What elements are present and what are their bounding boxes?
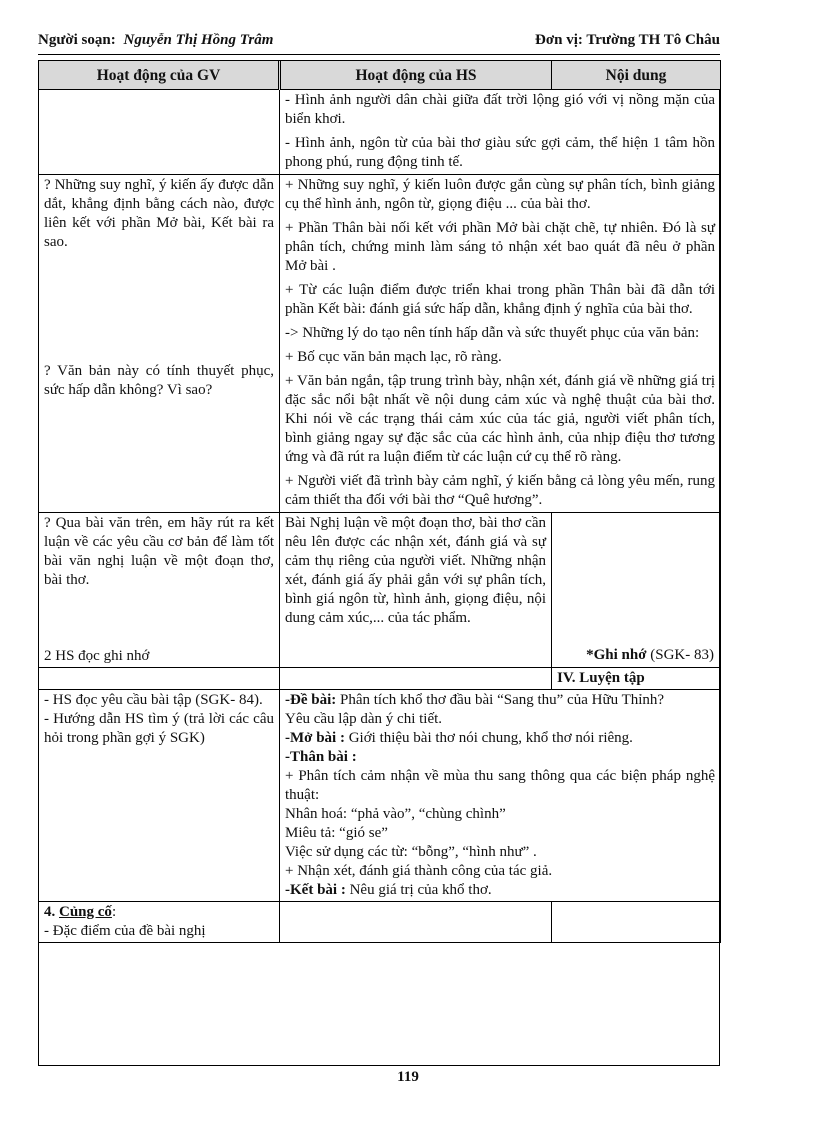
gv-cell xyxy=(39,513,280,668)
section-heading-luyen-tap: IV. Luyện tập xyxy=(557,670,645,686)
hs-paragraph: - Hình ảnh, ngôn từ của bài thơ giàu sức gợi cảm, thể hiện 1 tâm hồn phong phú, rung động tinh tế. xyxy=(285,135,715,170)
gv-cell xyxy=(39,902,280,943)
cung-co-line: - Đặc điểm của đề bài nghị xyxy=(44,923,206,939)
gv-instruction: - HS đọc yêu cầu bài tập (SGK- 84). xyxy=(44,692,263,708)
than-bai-line: + Nhận xét, đánh giá thành công của tác giả. xyxy=(285,863,553,879)
nd-cell xyxy=(552,668,721,690)
hs-paragraph: + Từ các luận điểm được triển khai trong phần Thân bài đã dẫn tới phần Kết bài: đánh giá sức hấp dẫn, khẳng định ý nghĩa của bài thơ. xyxy=(285,282,715,317)
cung-co-number: 4. xyxy=(44,904,59,920)
author-label: Người soạn: xyxy=(38,32,116,48)
page-header xyxy=(38,32,720,55)
hs-cell xyxy=(280,90,721,175)
school-unit: Đơn vị: Trường TH Tô Châu xyxy=(535,32,720,48)
ghi-nho-note xyxy=(586,646,714,665)
nd-cell xyxy=(552,513,721,668)
table-row xyxy=(39,90,721,175)
hs-paragraph: Bài Nghị luận về một đoạn thơ, bài thơ cần nêu lên được các nhận xét, đánh giá và sự cảm thụ riêng của người viết. Những nhận xét, đánh giá ấy phải gắn với sự phân tích, bình giá ngôn từ, hình ảnh, giọng điệu, nội dung cảm xúc,... của tác phẩm. xyxy=(285,515,546,626)
than-bai-line: Việc sử dụng các từ: “bỗng”, “hình như” . xyxy=(285,844,537,860)
hs-cell xyxy=(280,175,721,513)
gv-cell xyxy=(39,690,280,902)
ket-bai-label: -Kết bài : xyxy=(285,882,346,898)
cung-co-title: Củng cố xyxy=(59,904,112,920)
ghi-nho-label: *Ghi nhớ xyxy=(586,647,647,663)
hs-cell xyxy=(280,668,552,690)
nd-cell xyxy=(552,902,721,943)
de-bai-text: Phân tích khổ thơ đầu bài “Sang thu” của Hữu Thỉnh? xyxy=(336,692,665,708)
author-name: Nguyễn Thị Hồng Trâm xyxy=(123,32,274,48)
author-line xyxy=(38,32,273,49)
hs-cell xyxy=(280,690,721,902)
de-bai-label: -Đề bài: xyxy=(285,692,337,708)
lesson-table xyxy=(38,60,721,943)
gv-cell xyxy=(39,668,280,690)
yeu-cau-line: Yêu cầu lập dàn ý chi tiết. xyxy=(285,711,443,727)
hs-cell xyxy=(280,902,552,943)
table-row xyxy=(39,513,721,668)
hs-paragraph: + Phần Thân bài nối kết với phần Mở bài chặt chẽ, tự nhiên. Đó là sự phân tích, chứng minh làm sáng tỏ nhận xét bao quát đã nêu ở phần Mở bài . xyxy=(285,220,715,274)
gv-note: 2 HS đọc ghi nhớ xyxy=(44,648,150,664)
than-bai-line: Miêu tả: “gió se” xyxy=(285,825,388,841)
ket-bai-line xyxy=(285,881,715,900)
mo-bai-line xyxy=(285,729,715,748)
de-bai-line xyxy=(285,691,715,710)
than-bai-label: -Thân bài : xyxy=(285,749,357,765)
column-header-noi-dung: Nội dung xyxy=(552,61,721,90)
table-row xyxy=(39,690,721,902)
table-row xyxy=(39,175,721,513)
cung-co-colon: : xyxy=(111,904,117,920)
hs-paragraph: - Hình ảnh người dân chài giữa đất trời lộng gió với vị nồng mặn của biển khơi. xyxy=(285,92,715,127)
hs-paragraph: + Bố cục văn bản mạch lạc, rõ ràng. xyxy=(285,349,502,365)
gv-cell xyxy=(39,175,280,513)
hs-paragraph: + Văn bản ngắn, tập trung trình bày, nhận xét, đánh giá về những giá trị đặc sắc nổi bật nhất về nội dung cảm xúc và nghệ thuật của bài thơ. Khi nói về các trạng thái cảm xúc của tác giả, người viết phân tích, bình giảng ngay sự đặc sắc của các hình ảnh, của nhịp điệu thơ tương ứng và đã rút ra luận điểm từ các luận cứ cụ thể rõ ràng. xyxy=(285,373,715,465)
mo-bai-label: -Mở bài : xyxy=(285,730,345,746)
column-header-hs: Hoạt động của HS xyxy=(280,61,552,90)
table-header-row xyxy=(39,61,721,90)
mo-bai-text: Giới thiệu bài thơ nói chung, khổ thơ nói riêng. xyxy=(344,730,633,746)
than-bai-line: + Phân tích cảm nhận về mùa thu sang thông qua các biện pháp nghệ thuật: xyxy=(285,768,715,803)
table-row xyxy=(39,902,721,943)
gv-question: ? Qua bài văn trên, em hãy rút ra kết luận về các yêu cầu cơ bản để làm tốt bài văn nghị luận về một đoạn thơ, bài thơ. xyxy=(44,515,274,588)
ket-bai-text: Nêu giá trị của khổ thơ. xyxy=(345,882,492,898)
hs-cell xyxy=(280,513,552,668)
cung-co-heading xyxy=(44,903,274,922)
column-header-gv: Hoạt động của GV xyxy=(39,61,280,90)
hs-paragraph: + Những suy nghĩ, ý kiến luôn được gắn cùng sự phân tích, bình giảng cụ thể hình ảnh, ngôn từ, giọng điệu ... của bài thơ. xyxy=(285,177,715,212)
gv-question: ? Văn bản này có tính thuyết phục, sức hấp dẫn không? Vì sao? xyxy=(44,363,274,398)
gv-question: ? Những suy nghĩ, ý kiến ấy được dẫn dắt, khẳng định bằng cách nào, được liên kết với phần Mở bài, Kết bài ra sao. xyxy=(44,177,274,250)
hs-paragraph: + Người viết đã trình bày cảm nghĩ, ý kiến bằng cả lòng yêu mến, rung cảm thiết tha đối với bài thơ “Quê hương”. xyxy=(285,473,715,508)
table-row xyxy=(39,668,721,690)
than-bai-line: Nhân hoá: “phả vào”, “chùng chình” xyxy=(285,806,506,822)
gv-instruction: - Hướng dẫn HS tìm ý (trả lời các câu hỏi trong phần gợi ý SGK) xyxy=(44,711,274,746)
hs-paragraph: -> Những lý do tạo nên tính hấp dẫn và sức thuyết phục của văn bản: xyxy=(285,325,700,341)
ghi-nho-ref: (SGK- 83) xyxy=(646,647,714,663)
gv-cell xyxy=(39,90,280,175)
page-number: 119 xyxy=(397,1069,419,1085)
